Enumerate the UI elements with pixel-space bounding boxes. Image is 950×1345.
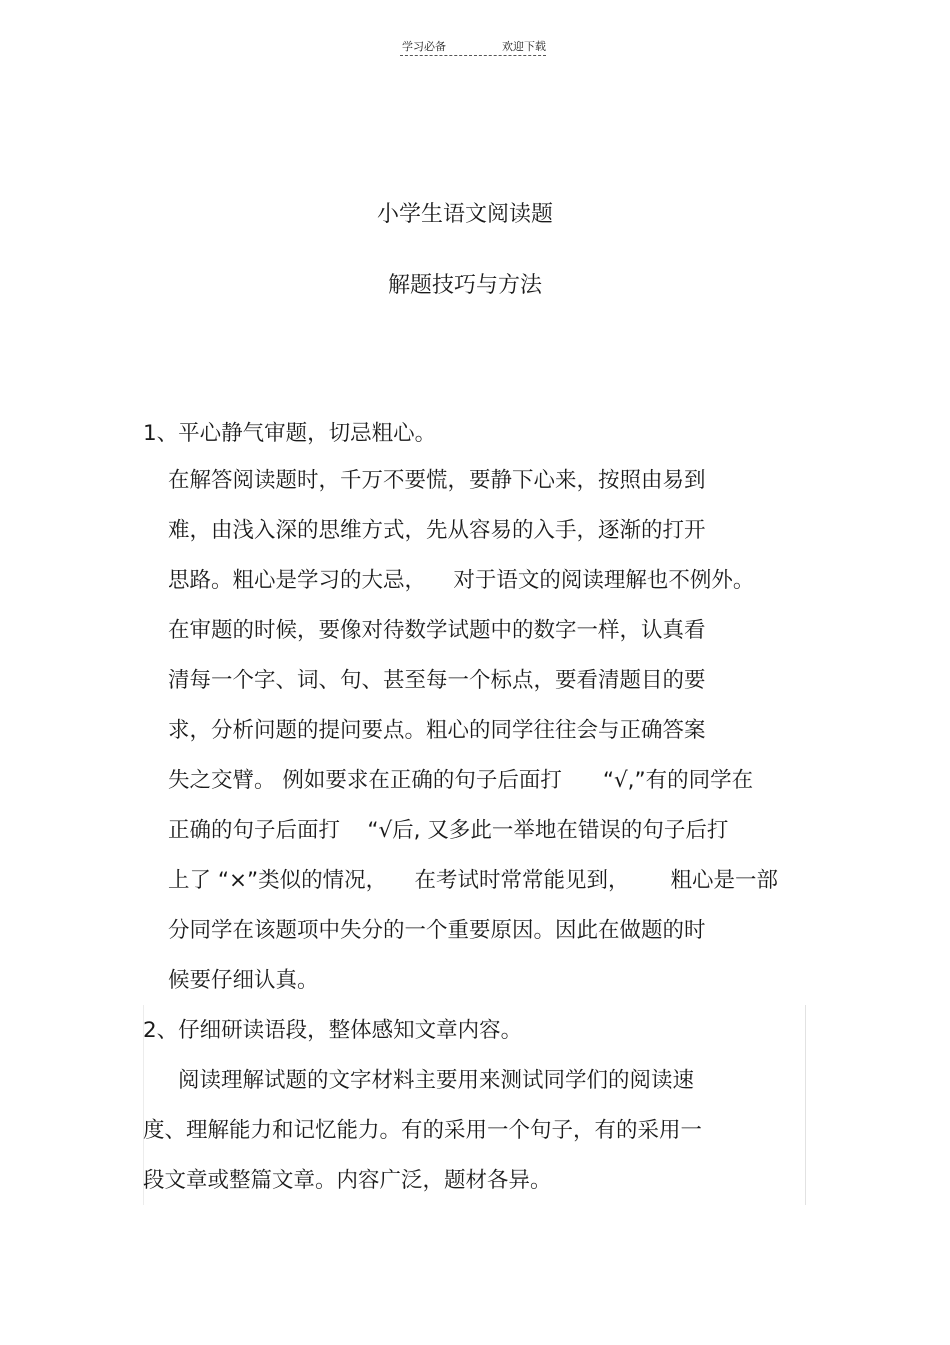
document-subtitle: 解题技巧与方法 — [387, 273, 542, 298]
paragraph-line: 候要仔细认真。 — [168, 968, 319, 993]
section-2-heading: 2、仔细研读语段，整体感知文章内容。 — [143, 1018, 523, 1043]
paragraph-line: 清每一个字、词、句、甚至每一个标点，要看清题目的要 — [168, 668, 706, 693]
paragraph-line: 正确的句子后面打 “√后, 又多此一举地在错误的句子后打 — [168, 818, 729, 843]
paragraph-line: 段文章或整篇文章。内容广泛，题材各异。 — [143, 1168, 552, 1193]
paragraph-line: 在解答阅读题时，千万不要慌，要静下心来，按照由易到 — [168, 468, 706, 493]
header-dashed-rule — [400, 55, 546, 56]
section-1-heading: 1、平心静气审题，切忌粗心。 — [143, 421, 437, 446]
paragraph-line: 难，由浅入深的思维方式，先从容易的入手，逐渐的打开 — [168, 518, 706, 543]
paragraph-line: 分同学在该题项中失分的一个重要原因。因此在做题的时 — [168, 918, 706, 943]
header-left-text: 学习必备 — [402, 40, 446, 53]
paragraph-line: 度、理解能力和记忆能力。有的采用一个句子，有的采用一 — [143, 1118, 703, 1143]
paragraph-line: 思路。粗心是学习的大忌， 对于语文的阅读理解也不例外。 — [168, 568, 755, 593]
header-right-text: 欢迎下载 — [502, 40, 546, 53]
paragraph-line: 求，分析问题的提问要点。粗心的同学往往会与正确答案 — [168, 718, 706, 743]
section-2-right-rule — [805, 1005, 806, 1205]
paragraph-line: 在审题的时候，要像对待数学试题中的数字一样，认真看 — [168, 618, 706, 643]
paragraph-line: 阅读理解试题的文字材料主要用来测试同学们的阅读速 — [178, 1068, 695, 1093]
paragraph-line: 上了 “×”类似的情况， 在考试时常常能见到， 粗心是一部 — [168, 868, 778, 893]
running-header — [400, 40, 546, 56]
paragraph-line: 失之交臂。 例如要求在正确的句子后面打 “√,”有的同学在 — [168, 768, 754, 793]
document-title: 小学生语文阅读题 — [376, 202, 553, 227]
